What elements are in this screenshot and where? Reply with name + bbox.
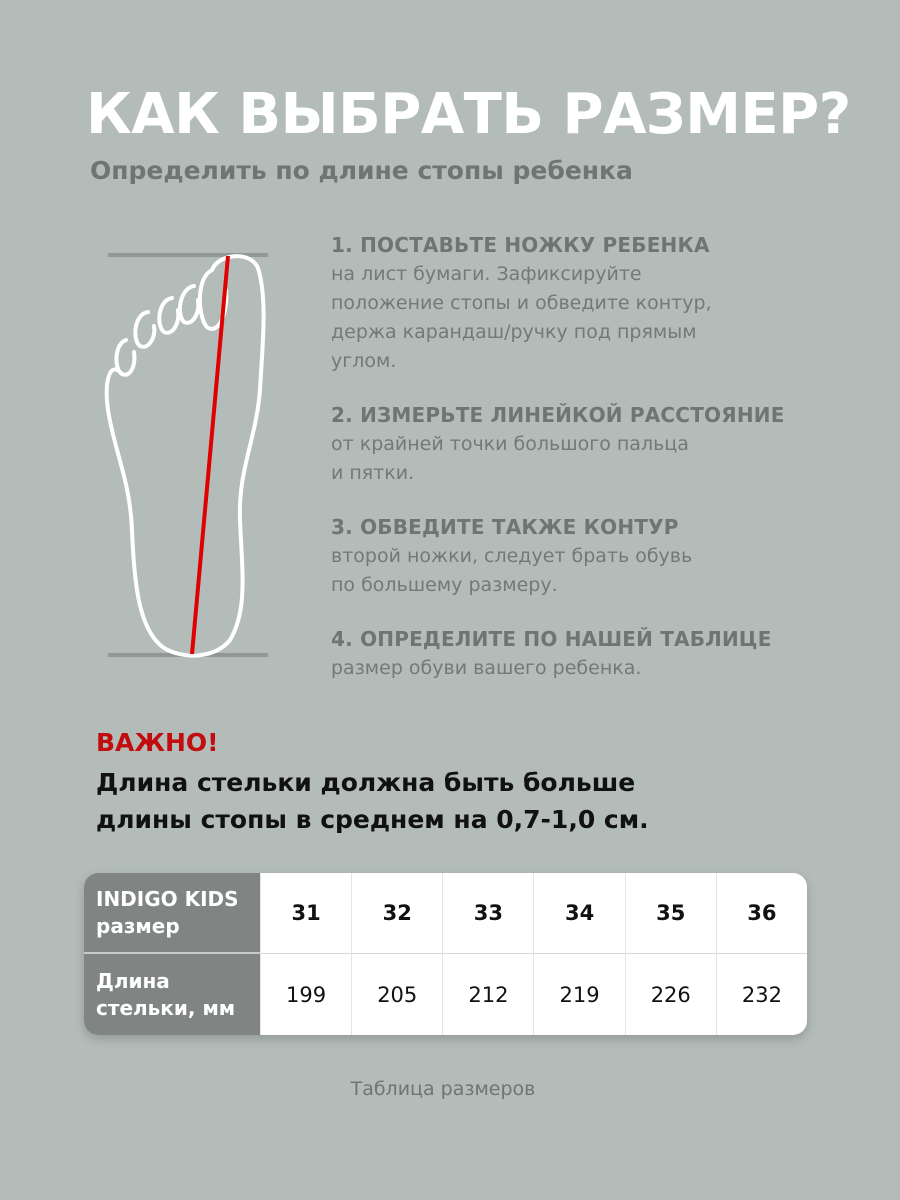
- step-heading: 3. ОБВЕДИТЕ ТАКЖЕ КОНТУР: [331, 515, 679, 539]
- length-cell: 226: [625, 954, 716, 1035]
- size-cell: 35: [625, 873, 716, 954]
- step-heading: 2. ИЗМЕРЬТЕ ЛИНЕЙКОЙ РАССТОЯНИЕ: [331, 403, 785, 427]
- size-cell: 34: [533, 873, 624, 954]
- size-cell: 32: [351, 873, 442, 954]
- foot-outline-icon: [100, 240, 280, 670]
- length-cell: 219: [533, 954, 624, 1035]
- length-unit-label: стельки, мм: [96, 995, 236, 1020]
- step-text: держа карандаш/ручку под прямым: [331, 321, 697, 343]
- size-table: [84, 873, 807, 1035]
- length-row-header: [84, 954, 260, 1035]
- length-cell: 232: [716, 954, 807, 1035]
- size-cell: 36: [716, 873, 807, 954]
- step-text: по большему размеру.: [331, 574, 558, 596]
- notice-line: длины стопы в среднем на 0,7-1,0 см.: [96, 805, 649, 834]
- size-label: размер: [96, 913, 180, 938]
- size-row-header: [84, 873, 260, 954]
- step-2: [331, 400, 871, 488]
- step-text: от крайней точки большого пальца: [331, 433, 689, 455]
- brand-label: INDIGO KIDS: [96, 886, 239, 911]
- step-3: [331, 512, 871, 600]
- length-cell: 212: [442, 954, 533, 1035]
- step-text: и пятки.: [331, 462, 415, 484]
- step-heading: 4. ОПРЕДЕЛИТЕ ПО НАШЕЙ ТАБЛИЦЕ: [331, 627, 772, 651]
- page-title: КАК ВЫБРАТЬ РАЗМЕР?: [86, 82, 851, 147]
- table-caption: Таблица размеров: [350, 1078, 536, 1100]
- important-notice: [96, 764, 649, 838]
- instructions: [331, 230, 871, 707]
- page-subtitle: Определить по длине стопы ребенка: [90, 156, 633, 185]
- length-label: Длина: [96, 968, 170, 993]
- step-4: [331, 624, 871, 683]
- notice-line: Длина стельки должна быть больше: [96, 768, 636, 797]
- size-cell: 31: [260, 873, 351, 954]
- step-text: углом.: [331, 350, 397, 372]
- foot-outline: [107, 256, 264, 655]
- step-text: положение стопы и обведите контур,: [331, 292, 712, 314]
- length-cell: 205: [351, 954, 442, 1035]
- step-heading: 1. ПОСТАВЬТЕ НОЖКУ РЕБЕНКА: [331, 233, 710, 257]
- length-cell: 199: [260, 954, 351, 1035]
- important-label: ВАЖНО!: [96, 728, 219, 757]
- step-text: размер обуви вашего ребенка.: [331, 657, 642, 679]
- step-text: на лист бумаги. Зафиксируйте: [331, 263, 642, 285]
- size-cell: 33: [442, 873, 533, 954]
- step-1: [331, 230, 871, 376]
- step-text: второй ножки, следует брать обувь: [331, 545, 693, 567]
